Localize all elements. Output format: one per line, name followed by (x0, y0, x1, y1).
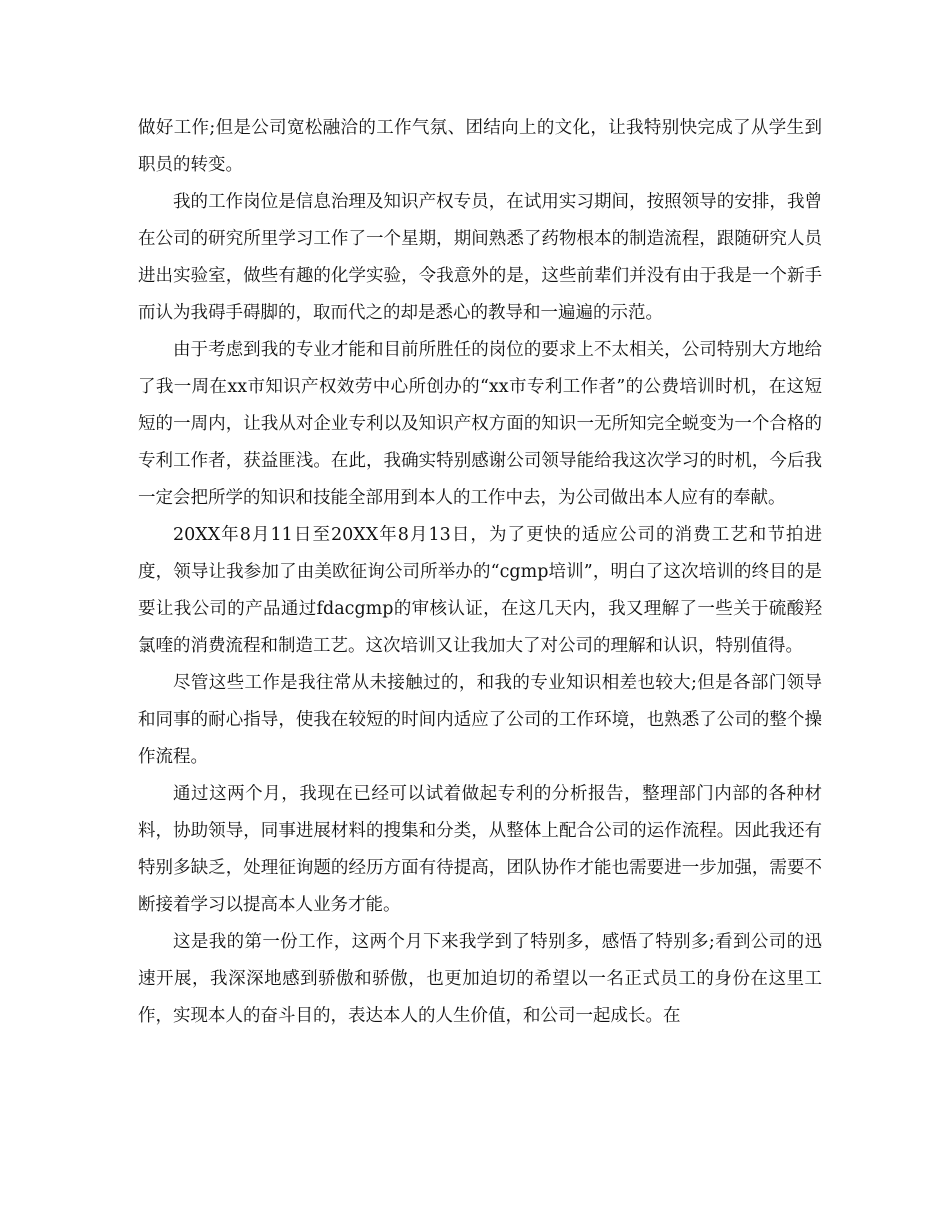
paragraph: 通过这两个月，我现在已经可以试着做起专利的分析报告，整理部门内部的各种材料，协助领导，同事进展材料的搜集和分类，从整体上配合公司的运作流程。因此我还有特别多缺乏，处理征询题的经历方面有待提高，团队协作才能也需要进一步加强，需要不断接着学习以提高本人业务才能。 (138, 784, 822, 915)
paragraph: 尽管这些工作是我往常从未接触过的，和我的专业知识相差也较大;但是各部门领导和同事的耐心指导，使我在较短的时间内适应了公司的工作环境，也熟悉了公司的整个操作流程。 (138, 673, 822, 767)
paragraph: 由于考虑到我的专业才能和目前所胜任的岗位的要求上不太相关，公司特别大方地给了我一周在xx市知识产权效劳中心所创办的“xx市专利工作者”的公费培训时机，在这短短的一周内，让我从对企业专利以及知识产权方面的知识一无所知完全蜕变为一个合格的专利工作者，获益匪浅。在此，我确实特别感谢公司领导能给我这次学习的时机，今后我一定会把所学的知识和技能全部用到本人的工作中去，为公司做出本人应有的奉献。 (138, 340, 822, 508)
paragraph-continued: 做好工作;但是公司宽松融洽的工作气氛、团结向上的文化，让我特别快完成了从学生到职员的转变。 (138, 118, 822, 175)
paragraph: 这是我的第一份工作，这两个月下来我学到了特别多，感悟了特别多;看到公司的迅速开展，我深深地感到骄傲和骄傲，也更加迫切的希望以一名正式员工的身份在这里工作，实现本人的奋斗目的，表达本人的人生价值，和公司一起成长。在 (138, 932, 822, 1026)
paragraph: 我的工作岗位是信息治理及知识产权专员，在试用实习期间，按照领导的安排，我曾在公司的研究所里学习工作了一个星期，期间熟悉了药物根本的制造流程，跟随研究人员进出实验室，做些有趣的化学实验，令我意外的是，这些前辈们并没有由于我是一个新手而认为我碍手碍脚的，取而代之的却是悉心的教导和一遍遍的示范。 (138, 192, 822, 323)
document-body (138, 110, 822, 1035)
paragraph: 20XX年8月11日至20XX年8月13日，为了更快的适应公司的消费工艺和节拍进度，领导让我参加了由美欧征询公司所举办的“cgmp培训”，明白了这次培训的终目的是要让我公司的产品通过fdacgmp的审核认证，在这几天内，我又理解了一些关于硫酸羟氯喹的消费流程和制造工艺。这次培训又让我加大了对公司的理解和认识，特别值得。 (138, 525, 822, 656)
